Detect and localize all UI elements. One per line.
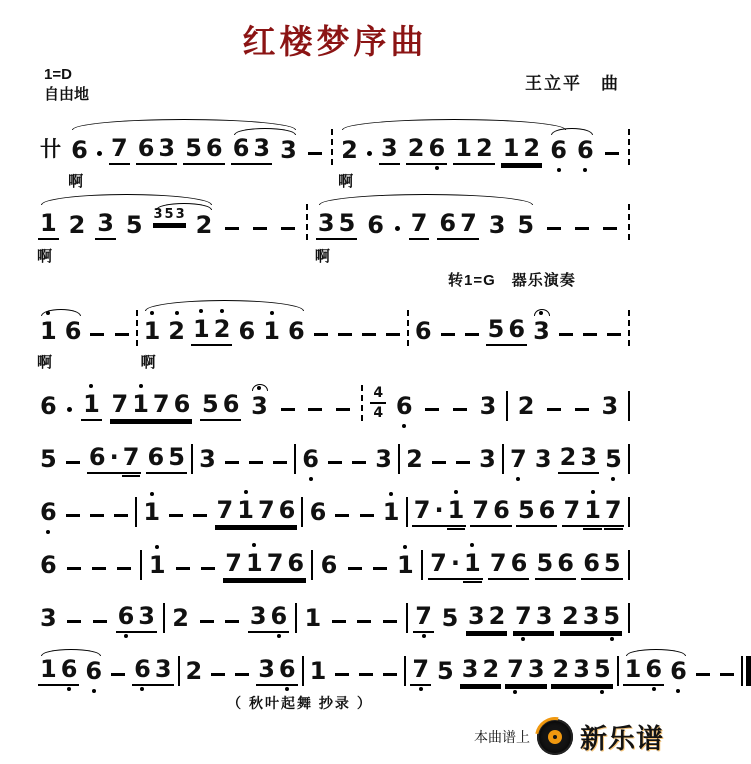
note-token: 1 [147, 553, 168, 580]
duration-dash [222, 227, 242, 240]
octave-dot-high [252, 543, 256, 547]
note-token: 6 [548, 138, 569, 165]
octave-dot-low [583, 168, 587, 172]
duration-dash [370, 567, 390, 580]
duration-dash [422, 408, 442, 421]
note-token: 7 [413, 604, 434, 633]
tie-arc [156, 203, 212, 210]
sheet-music-page [0, 16, 687, 760]
barline [140, 550, 142, 580]
score-line [36, 640, 687, 686]
barline [302, 656, 304, 686]
note-token: 1 6 [623, 657, 664, 686]
note-token: 7 [109, 136, 130, 165]
note-token: 2 [195, 211, 213, 239]
dashed-barline [407, 310, 409, 346]
note-token: 3 [379, 136, 400, 165]
barline [178, 656, 180, 686]
octave-dot-high [150, 311, 154, 315]
grace-notes: 3 5 3 [153, 208, 186, 225]
duration-dash [64, 567, 84, 580]
note-token: 6 [367, 211, 384, 239]
note-token: 5 [517, 211, 535, 239]
duration-dot [366, 151, 373, 165]
duration-dash [450, 408, 470, 421]
barline [628, 444, 630, 474]
final-barline [741, 656, 751, 686]
duration-dash [63, 461, 83, 474]
duration-dash [112, 333, 132, 346]
note-token: 3 [249, 394, 270, 421]
duration-dash [333, 408, 353, 421]
note-token: 6 7 [437, 211, 478, 240]
duration-dash [354, 620, 374, 633]
score-line [36, 587, 632, 633]
duration-dot [394, 226, 401, 240]
note-token: 6 [38, 500, 59, 527]
duration-dash [329, 620, 349, 633]
note-token: 5 [40, 445, 57, 473]
duration-dash [332, 673, 352, 686]
note-token: 7 1 7 6 [223, 551, 306, 580]
duration-dash [380, 620, 400, 633]
note-token: 7 [409, 211, 430, 240]
slur-arc [319, 194, 533, 205]
duration-dash [114, 567, 134, 580]
duration-dash [600, 227, 620, 240]
dashed-barline [628, 310, 630, 346]
barline [135, 497, 137, 527]
note-token: 1 [309, 657, 327, 685]
duration-dash [64, 620, 84, 633]
note-token: 7 6 [470, 498, 511, 527]
note-token: 1 6 [38, 657, 79, 686]
score-header [0, 63, 670, 115]
note-token: 7 1 7 6 [215, 498, 298, 527]
duration-dash [87, 514, 107, 527]
duration-dash [232, 673, 252, 686]
duration-dash [544, 227, 564, 240]
note-token: 6 [287, 317, 305, 345]
note-token: 2 [172, 604, 189, 632]
note-token: 6 5 [581, 551, 622, 580]
note-token: 1 [261, 319, 282, 346]
duration-dash [693, 673, 713, 686]
octave-dot-low [557, 168, 561, 172]
note-token: 3 6 [248, 604, 289, 633]
duration-dash [278, 227, 298, 240]
note-token: 6 [64, 317, 82, 345]
lyric-syllable: 啊 [338, 173, 354, 190]
note-token: 6 [668, 659, 689, 686]
note-token: 1 2 [191, 317, 232, 346]
octave-dot-high [244, 490, 248, 494]
dashed-barline [361, 385, 363, 421]
duration-dash [602, 152, 622, 165]
note-token: 2 6 [406, 136, 447, 165]
duration-dash [345, 567, 365, 580]
duration-dash [305, 152, 325, 165]
free-meter-sign: 卄 [40, 137, 61, 161]
score-line [36, 428, 632, 474]
duration-dash [87, 333, 107, 346]
duration-dash [335, 333, 355, 346]
note-token: 1 [81, 392, 102, 421]
tie-arc [534, 309, 550, 316]
barline [404, 656, 406, 686]
score-line [36, 481, 632, 527]
note-token: 6 3 [136, 136, 177, 165]
brand-bar [474, 717, 664, 756]
octave-dot-low [92, 689, 96, 693]
note-token: 5 [441, 604, 459, 632]
key-signature: 1=D [44, 66, 72, 83]
barline [506, 391, 508, 421]
lyric-syllable: 啊 [140, 354, 156, 371]
note-token: 3 [199, 445, 216, 473]
duration-dash [198, 567, 218, 580]
brand-note-text: 本曲谱上 [474, 728, 530, 745]
note-token: 2 [406, 445, 423, 473]
tie-arc [234, 128, 296, 135]
note-token: 2 [68, 211, 86, 239]
dashed-barline [628, 204, 630, 240]
duration-dash [429, 461, 449, 474]
duration-dash [462, 333, 482, 346]
duration-dash [544, 408, 564, 421]
note-token: 5 6 [516, 498, 557, 527]
score-line [36, 119, 632, 190]
note-token: 3 2 [460, 657, 501, 686]
note-token: 1 2 [501, 136, 542, 165]
octave-dot-low [652, 687, 656, 691]
note-token: 5 [437, 657, 454, 685]
note-token: 3 [479, 392, 497, 420]
duration-dash [222, 620, 242, 633]
note-token: 2 3 5 [560, 604, 622, 633]
duration-dash [222, 461, 242, 474]
duration-dash [572, 408, 592, 421]
note-token: 6 [309, 498, 327, 526]
duration-dot [96, 151, 103, 165]
barline [502, 444, 504, 474]
note-token: 1 [304, 604, 322, 632]
note-token: 3 [488, 211, 506, 239]
duration-dash [111, 514, 131, 527]
note-token: 2 啊 [338, 136, 358, 190]
slur-arc [342, 119, 566, 130]
note-token: 6 5 [146, 445, 187, 474]
note-token: 1 2 [453, 136, 494, 165]
note-token: 2 [517, 392, 535, 420]
note-token: 7 · 1 [412, 498, 467, 527]
note-token: 2 3 5 [551, 657, 613, 686]
duration-dash [356, 673, 376, 686]
score-line [36, 300, 632, 371]
lyric-syllable: 啊 [68, 173, 84, 190]
duration-dash [438, 333, 458, 346]
octave-dot-high [155, 545, 159, 549]
note-token: 7 1 7 6 [110, 392, 193, 421]
note-token: 3 5 啊 [314, 209, 356, 265]
octave-dot-low [600, 690, 604, 694]
duration-dash [717, 673, 737, 686]
note-token: 6 [320, 551, 338, 579]
note-token: 6 [40, 392, 57, 420]
duration-dash [250, 227, 270, 240]
note-token: 3 [40, 604, 57, 632]
duration-dash [173, 567, 193, 580]
note-token: 6 [300, 447, 321, 474]
note-token: 3 [601, 392, 619, 420]
octave-dot-low [67, 687, 71, 691]
tie-arc [252, 384, 268, 391]
octave-dot-low [285, 687, 289, 691]
tie-arc [626, 649, 686, 656]
barline [295, 603, 297, 633]
score-line [36, 375, 632, 421]
note-token: 3 [531, 319, 552, 346]
duration-dash [580, 333, 600, 346]
octave-dot-low [419, 687, 423, 691]
note-token: 6 [414, 317, 432, 345]
note-token: 2 [185, 657, 203, 685]
note-token: 1 啊 [38, 319, 59, 346]
note-token: 3 [479, 445, 496, 473]
octave-dot-high [470, 543, 474, 547]
barline [301, 497, 303, 527]
note-token: 2 3 [558, 445, 599, 474]
score-line [36, 194, 632, 265]
dashed-barline [331, 129, 333, 165]
duration-dash [108, 673, 128, 686]
duration-dash [63, 514, 83, 527]
barline [421, 550, 423, 580]
duration-dash [197, 620, 217, 633]
note-token: 6 [238, 317, 256, 345]
note-token: 6 · 7 [87, 445, 142, 474]
note-token: 3 6 [256, 657, 297, 686]
note-token: 2 [166, 319, 187, 346]
barline [163, 603, 165, 633]
barline [628, 603, 630, 633]
key-and-tempo [44, 65, 89, 105]
octave-dot-high [270, 311, 274, 315]
note-token: 6 [575, 138, 596, 165]
octave-dot-high [150, 492, 154, 496]
time-signature: 4 4 [370, 386, 386, 420]
note-token: 5 6 [183, 136, 224, 165]
duration-dot [66, 407, 73, 421]
brand-logo-text: 新乐谱 [580, 724, 664, 754]
duration-dash [311, 333, 331, 346]
duration-dash [359, 333, 379, 346]
duration-dash [305, 408, 325, 421]
lyric-syllable: 啊 [37, 248, 53, 265]
note-token: 1 啊 [37, 209, 57, 265]
duration-dash [89, 567, 109, 580]
note-token: 1 啊 [142, 319, 163, 346]
duration-dash [246, 461, 266, 474]
octave-dot-high [89, 384, 93, 388]
barline [191, 444, 193, 474]
note-token: 5 [603, 447, 624, 474]
composer-credit: 王立平 曲 [525, 74, 620, 93]
duration-dash [190, 514, 210, 527]
tie-arc [551, 128, 593, 135]
note-token: 6 3 [231, 136, 272, 165]
note-token: 7 [410, 657, 431, 686]
slur-arc [145, 300, 304, 311]
dashed-barline [136, 310, 138, 346]
note-token: 7 6 [488, 551, 529, 580]
duration-dash [383, 333, 403, 346]
note-token: 3 2 [466, 604, 507, 633]
duration-dash [572, 227, 592, 240]
barline [628, 497, 630, 527]
note-token: 6 [83, 659, 104, 686]
octave-dot-high [389, 492, 393, 496]
note-token: 6 3 [116, 604, 157, 633]
duration-dash [453, 461, 473, 474]
note-token: 5 6 [200, 392, 241, 421]
duration-dash [278, 408, 298, 421]
octave-dot-high [403, 545, 407, 549]
duration-dash [357, 514, 377, 527]
octave-dot-high [454, 490, 458, 494]
lyric-syllable: 啊 [314, 248, 330, 265]
barline [398, 444, 400, 474]
note-token: 7 1 7 [562, 498, 624, 527]
octave-dot-high [591, 490, 595, 494]
tempo-marking: 自由地 [44, 86, 90, 103]
barline [294, 444, 296, 474]
note-token: 3 [280, 136, 297, 164]
note-token: 6 3 [132, 657, 173, 686]
barline [311, 550, 313, 580]
note-token: 6 [394, 394, 415, 421]
modulation-note: 转1=G 器乐演奏 [448, 272, 576, 289]
note-token: 6 [40, 551, 57, 579]
octave-dot-low [277, 634, 281, 638]
dashed-barline [306, 204, 308, 240]
duration-dash [349, 461, 369, 474]
note-token: 3 [534, 445, 552, 473]
octave-dot-low [513, 690, 517, 694]
note-token: 7 [508, 447, 529, 474]
note-token: 7 · 1 [428, 551, 483, 580]
duration-dash [90, 620, 110, 633]
note-token: 5 6 [535, 551, 576, 580]
note-token: 3 [95, 211, 116, 240]
vinyl-record-icon [537, 719, 573, 755]
octave-dot-low [435, 166, 439, 170]
note-token: 1 [141, 500, 162, 527]
barline [628, 550, 630, 580]
tie-arc [41, 309, 81, 316]
duration-dash [556, 333, 576, 346]
note-token: 5 [125, 211, 143, 239]
note-token: 1 [381, 500, 402, 527]
dashed-barline [628, 129, 630, 165]
note-token: 3 [375, 445, 392, 473]
song-title: 红楼梦序曲 [242, 23, 428, 60]
octave-dot-low [124, 634, 128, 638]
duration-dash [332, 514, 352, 527]
octave-dot-low [676, 689, 680, 693]
note-token: 7 3 [513, 604, 554, 633]
duration-dash [325, 461, 345, 474]
duration-dash [604, 333, 624, 346]
octave-dot-low [140, 687, 144, 691]
barline [406, 497, 408, 527]
lyric-syllable: 啊 [37, 354, 53, 371]
barline [406, 603, 408, 633]
duration-dash [166, 514, 186, 527]
note-token: 6 啊 [68, 136, 88, 190]
note-token: 1 [395, 553, 416, 580]
score-line [36, 534, 632, 580]
note-token: 7 3 [505, 657, 546, 686]
octave-dot-high [175, 311, 179, 315]
duration-dash [270, 461, 290, 474]
duration-dash [208, 673, 228, 686]
octave-dot-low [422, 634, 426, 638]
duration-dash [380, 673, 400, 686]
tie-arc [41, 649, 101, 656]
barline [617, 656, 619, 686]
octave-dot-high [139, 384, 143, 388]
barline [628, 391, 630, 421]
score-lines [0, 115, 687, 686]
note-token: 5 6 [486, 317, 527, 346]
vinyl-swoosh [527, 709, 583, 764]
transcriber-credit: （ 秋叶起舞 抄录 ） [227, 695, 373, 711]
